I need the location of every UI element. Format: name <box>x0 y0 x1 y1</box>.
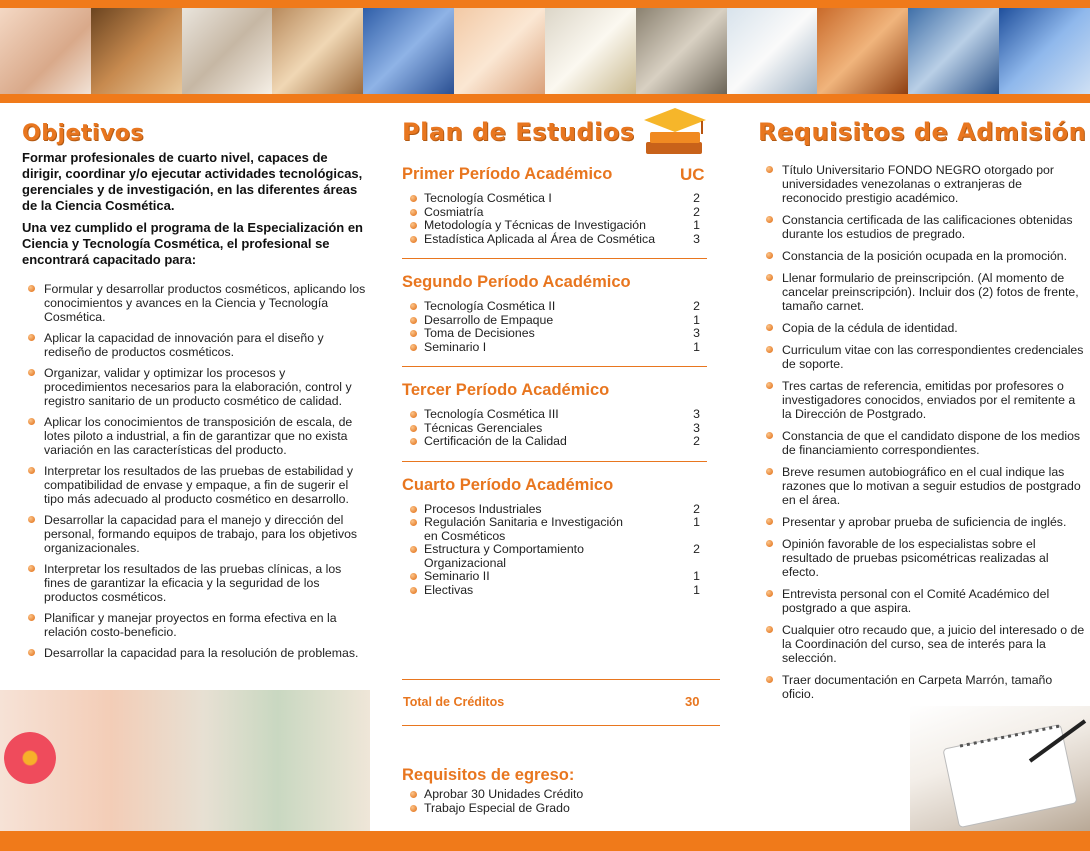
bullet-icon <box>410 222 417 229</box>
bullet-icon <box>766 676 773 683</box>
list-item: Aplicar los conocimientos de transposición de escala, de lotes piloto a industrial, a fin de garantizar que no exista variación en las características del producto. <box>22 415 367 457</box>
bullet-icon <box>28 467 35 474</box>
course-row: Tecnología Cosmética I 2 <box>402 192 720 206</box>
bullet-icon <box>410 344 417 351</box>
objetivos-list <box>22 282 367 660</box>
bullet-icon <box>410 587 417 594</box>
list-item: Traer documentación en Carpeta Marrón, tamaño oficio. <box>760 673 1085 701</box>
total-bottom-rule <box>402 725 720 726</box>
top-orange-bar <box>0 0 1090 8</box>
bullet-icon <box>766 274 773 281</box>
list-item: Entrevista personal con el Comité Académico del postgrado a que aspira. <box>760 587 1085 615</box>
period-title: Tercer Período Académico <box>402 381 610 399</box>
bullet-icon <box>766 518 773 525</box>
photo-scientist-blue <box>363 8 454 94</box>
course-row: Seminario I 1 <box>402 341 720 355</box>
course-row: Procesos Industriales 2 <box>402 503 720 517</box>
photo-goggles-scientist <box>817 8 908 94</box>
list-item: Cualquier otro recaudo que, a juicio del interesado o de la Coordinación del curso, sea de interés para la selección. <box>760 623 1085 665</box>
list-item: Curriculum vitae con las correspondientes credenciales de soporte. <box>760 343 1085 371</box>
total-top-rule <box>402 679 720 680</box>
bullet-icon <box>28 285 35 292</box>
course-row: Desarrollo de Empaque 1 <box>402 314 720 328</box>
period-title: Cuarto Período Académico <box>402 475 614 494</box>
list-item: Constancia de la posición ocupada en la promoción. <box>760 249 1085 263</box>
objetivos-capacitado: Una vez cumplido el programa de la Especialización en Ciencia y Tecnología Cosmética, el profesional se encontrará capacitado para: <box>22 220 363 267</box>
flower-icon <box>4 732 56 784</box>
course-row: Seminario II 1 <box>402 570 720 584</box>
period-title: Primer Período Académico <box>402 165 613 183</box>
photo-spa-massage <box>454 8 545 94</box>
bullet-icon <box>410 546 417 553</box>
bottom-orange-bar <box>0 831 1090 851</box>
bullet-icon <box>28 565 35 572</box>
photo-notebook-pen <box>910 706 1090 831</box>
bullet-icon <box>766 382 773 389</box>
objetivos-intro: Formar profesionales de cuarto nivel, capaces de dirigir, coordinar y/o ejecutar actividades tecnológicas, gerenciales y de investigación, en las diferentes áreas de la Ciencia Cosmética. <box>22 150 363 213</box>
list-item: Llenar formulario de preinscripción. (Al momento de cancelar preinscripción). Incluir dos (2) fotos de frente, tamaño carnet. <box>760 271 1085 313</box>
total-label: Total de Créditos <box>403 695 505 709</box>
bullet-icon <box>766 324 773 331</box>
divider <box>402 461 707 462</box>
graduation-cap-books-icon <box>640 106 710 162</box>
bullet-icon <box>766 346 773 353</box>
period-title: Segundo Período Académico <box>402 273 631 291</box>
bullet-icon <box>410 519 417 526</box>
list-item: Organizar, validar y optimizar los procesos y procedimientos necesarios para la elaboración, control y registro sanitario de un producto cosmético de calidad. <box>22 366 367 408</box>
list-item: Opinión favorable de los especialistas sobre el resultado de pruebas psicométricas realizadas al efecto. <box>760 537 1085 579</box>
course-row: Regulación Sanitaria e Investigación en Cosméticos 1 <box>402 516 720 543</box>
egreso-list <box>402 788 702 815</box>
photo-molecule <box>999 8 1090 94</box>
total-value: 30 <box>685 694 700 709</box>
requisitos-section <box>760 163 1085 709</box>
egreso-item: Aprobar 30 Unidades Crédito <box>402 788 702 802</box>
course-row: Estadística Aplicada al Área de Cosmética 3 <box>402 233 720 247</box>
list-item: Constancia certificada de las calificaciones obtenidas durante los estudios de pregrado. <box>760 213 1085 241</box>
bullet-icon <box>410 303 417 310</box>
objetivos-section <box>22 150 367 667</box>
bullet-icon <box>766 252 773 259</box>
bullet-icon <box>410 209 417 216</box>
photo-woman-makeup <box>91 8 182 94</box>
plan-section <box>402 165 720 597</box>
bullet-icon <box>766 590 773 597</box>
list-item: Presentar y aprobar prueba de suficiencia de inglés. <box>760 515 1085 529</box>
objetivos-title: Objetivos <box>22 121 145 146</box>
bullet-icon <box>410 317 417 324</box>
list-item: Aplicar la capacidad de innovación para el diseño y rediseño de productos cosméticos. <box>22 331 367 359</box>
list-item: Constancia de que el candidato dispone de los medios de financiamiento correspondientes. <box>760 429 1085 457</box>
requisitos-title: Requisitos de Admisión <box>758 118 1087 146</box>
course-row: Certificación de la Calidad 2 <box>402 435 720 449</box>
bullet-icon <box>410 791 417 798</box>
bullet-icon <box>766 626 773 633</box>
bullet-icon <box>410 573 417 580</box>
list-item: Copia de la cédula de identidad. <box>760 321 1085 335</box>
bullet-icon <box>28 334 35 341</box>
bullet-icon <box>410 236 417 243</box>
course-row: Técnicas Gerenciales 3 <box>402 422 720 436</box>
requisitos-list <box>760 163 1085 701</box>
list-item: Planificar y manejar proyectos en forma efectiva en la relación costo-beneficio. <box>22 611 367 639</box>
divider <box>402 258 707 259</box>
bullet-icon <box>410 195 417 202</box>
bullet-icon <box>28 614 35 621</box>
course-row: Tecnología Cosmética III 3 <box>402 408 720 422</box>
bullet-icon <box>28 649 35 656</box>
bullet-icon <box>766 432 773 439</box>
list-item: Desarrollar la capacidad para el manejo y dirección del personal, formando equipos de trabajo, para los objetivos organizacionales. <box>22 513 367 555</box>
photo-lab-worker <box>727 8 818 94</box>
list-item: Desarrollar la capacidad para la resolución de problemas. <box>22 646 367 660</box>
header-photo-strip <box>0 8 1090 94</box>
egreso-title: Requisitos de egreso: <box>402 766 575 784</box>
notebook-pen-icon <box>910 706 1090 831</box>
bullet-icon <box>766 540 773 547</box>
bullet-icon <box>410 805 417 812</box>
photo-cosmetic-products <box>545 8 636 94</box>
course-row: Electivas 1 <box>402 584 720 598</box>
photo-perfume-bottles <box>272 8 363 94</box>
list-item: Título Universitario FONDO NEGRO otorgado por universidades venezolanas o extranjeras de reconocido prestigio académico. <box>760 163 1085 205</box>
course-row: Cosmiatría 2 <box>402 206 720 220</box>
bullet-icon <box>28 369 35 376</box>
bullet-icon <box>410 411 417 418</box>
bullet-icon <box>28 418 35 425</box>
photo-face-mask <box>0 8 91 94</box>
photo-spa-face-lab <box>0 690 370 831</box>
photo-lab-technicians <box>182 8 273 94</box>
bullet-icon <box>28 516 35 523</box>
divider <box>402 366 707 367</box>
bullet-icon <box>410 506 417 513</box>
bullet-icon <box>766 216 773 223</box>
course-row: Tecnología Cosmética II 2 <box>402 300 720 314</box>
orange-band <box>0 94 1090 103</box>
course-row: Metodología y Técnicas de Investigación 1 <box>402 219 720 233</box>
list-item: Interpretar los resultados de las pruebas clínicas, a los fines de garantizar la eficacia y la seguridad de los productos cosméticos. <box>22 562 367 604</box>
uc-header: UC <box>680 165 705 184</box>
bullet-icon <box>410 425 417 432</box>
photo-microscope <box>636 8 727 94</box>
list-item: Breve resumen autobiográfico en el cual indique las razones que lo motivan a seguir estudios de postgrado en el área. <box>760 465 1085 507</box>
course-row: Toma de Decisiones 3 <box>402 327 720 341</box>
bullet-icon <box>766 166 773 173</box>
bullet-icon <box>410 330 417 337</box>
photo-lab-team <box>908 8 999 94</box>
bullet-icon <box>766 468 773 475</box>
plan-title: Plan de Estudios <box>402 118 635 146</box>
list-item: Interpretar los resultados de las pruebas de estabilidad y compatibilidad de envase y empaque, a fin de sugerir el tipo más adecuado al producto cosmético en desarrollo. <box>22 464 367 506</box>
list-item: Formular y desarrollar productos cosméticos, aplicando los conocimientos y avances en la Ciencia y Tecnología Cosmética. <box>22 282 367 324</box>
egreso-item: Trabajo Especial de Grado <box>402 802 702 816</box>
course-row: Estructura y Comportamiento Organizacional 2 <box>402 543 720 570</box>
bullet-icon <box>410 438 417 445</box>
list-item: Tres cartas de referencia, emitidas por profesores o investigadores conocidos, enviados por el remitente a la Dirección de Postgrado. <box>760 379 1085 421</box>
